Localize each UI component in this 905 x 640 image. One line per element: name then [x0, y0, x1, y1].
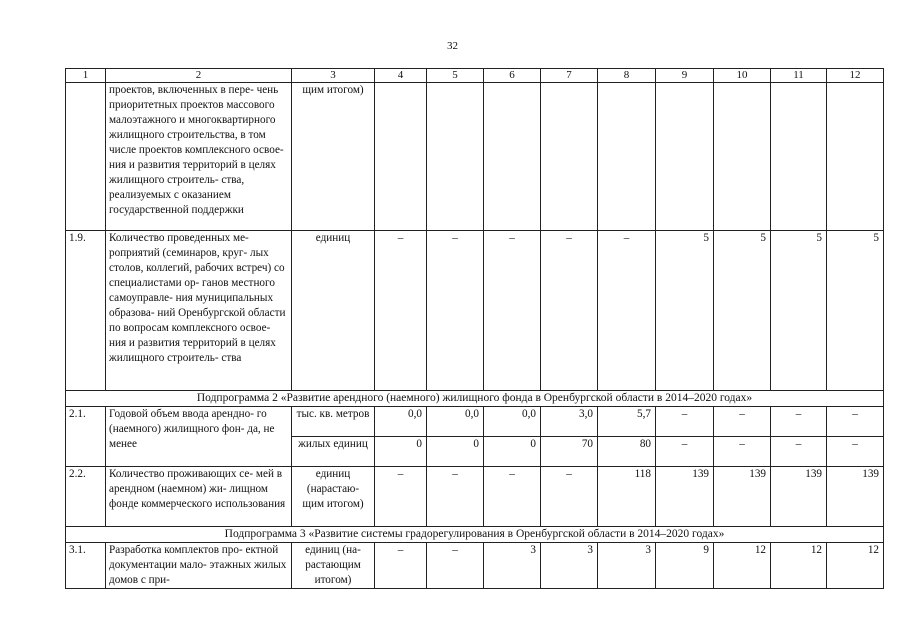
- col-num: 11: [771, 69, 827, 83]
- value-cell: –: [541, 467, 598, 527]
- value-cell: –: [375, 467, 427, 527]
- value-cell: 5: [656, 231, 714, 391]
- value-cell: 80: [598, 437, 656, 467]
- value-cell: 3: [541, 543, 598, 589]
- value-cell: 139: [656, 467, 714, 527]
- unit: щим итогом): [292, 83, 375, 231]
- value-cell: 0: [484, 437, 541, 467]
- unit: тыс. кв. метров: [292, 407, 375, 437]
- value-cell: 3: [484, 543, 541, 589]
- value-cell: 0,0: [427, 407, 484, 437]
- column-number-row: [66, 69, 884, 83]
- subprogram-title: Подпрограмма 2 «Развитие арендного (наемного) жилищного фонда в Оренбургской области в 2014–2020 годах»: [66, 391, 884, 407]
- subprogram-title: Подпрограмма 3 «Развитие системы градорегулирования в Оренбургской области в 2014–2020 годах»: [66, 527, 884, 543]
- col-num: 3: [292, 69, 375, 83]
- value-cell: 12: [714, 543, 771, 589]
- value-cell: –: [827, 407, 884, 437]
- value-cell: –: [656, 437, 714, 467]
- value-cell: 3: [598, 543, 656, 589]
- table-row-3-1: [66, 543, 884, 589]
- col-num: 1: [66, 69, 106, 83]
- unit: единиц (на- растающим итогом): [292, 543, 375, 589]
- value-cell: –: [427, 467, 484, 527]
- row-number: 3.1.: [66, 543, 106, 589]
- value-cell: 3,0: [541, 407, 598, 437]
- value-cell: –: [771, 437, 827, 467]
- subprogram-2-header: [66, 391, 884, 407]
- col-num: 12: [827, 69, 884, 83]
- value-cell: 139: [714, 467, 771, 527]
- col-num: 2: [106, 69, 292, 83]
- value-cell: 5: [827, 231, 884, 391]
- col-num: 6: [484, 69, 541, 83]
- row-number: 2.2.: [66, 467, 106, 527]
- col-num: 5: [427, 69, 484, 83]
- table-row-2-1a: [66, 407, 884, 437]
- indicator-name: проектов, включенных в пере- чень приоритетных проектов массового малоэтажного и многоквартирного жилищного строительства, в том числе проектов комплексного освое- ния и развития территорий в целях жилищного строитель- ства, реализуемых с оказанием государственной поддержки: [106, 83, 292, 231]
- indicator-name: Разработка комплектов про- ектной документации мало- этажных жилых домов с при-: [106, 543, 292, 589]
- value-cell: –: [771, 407, 827, 437]
- col-num: 4: [375, 69, 427, 83]
- table-row-continuation: [66, 83, 884, 231]
- value-cell: –: [427, 231, 484, 391]
- value-cell: 5: [714, 231, 771, 391]
- value-cell: 139: [827, 467, 884, 527]
- value-cell: 0,0: [375, 407, 427, 437]
- value-cell: –: [375, 231, 427, 391]
- value-cell: –: [656, 407, 714, 437]
- row-number: 1.9.: [66, 231, 106, 391]
- col-num: 7: [541, 69, 598, 83]
- col-num: 10: [714, 69, 771, 83]
- unit: жилых единиц: [292, 437, 375, 467]
- value-cell: 12: [827, 543, 884, 589]
- value-cell: 12: [771, 543, 827, 589]
- value-cell: 5: [771, 231, 827, 391]
- page-number: 32: [447, 40, 458, 52]
- table-row-1-9: [66, 231, 884, 391]
- col-num: 9: [656, 69, 714, 83]
- row-number: 2.1.: [66, 407, 106, 467]
- value-cell: –: [427, 543, 484, 589]
- col-num: 8: [598, 69, 656, 83]
- row-number: [66, 83, 106, 231]
- indicator-name: Количество проведенных ме- роприятий (семинаров, круг- лых столов, коллегий, рабочих встреч) со специалистами ор- ганов местного самоуправле- ния муниципальных образова- ний Оренбургской области по вопросам комплексного освое- ния и развития территорий в целях жилищного строитель- ства: [106, 231, 292, 391]
- value-cell: 118: [598, 467, 656, 527]
- value-cell: 0,0: [484, 407, 541, 437]
- value-cell: 139: [771, 467, 827, 527]
- unit: единиц: [292, 231, 375, 391]
- value-cell: –: [827, 437, 884, 467]
- value-cell: –: [541, 231, 598, 391]
- value-cell: 9: [656, 543, 714, 589]
- value-cell: –: [375, 543, 427, 589]
- value-cell: 5,7: [598, 407, 656, 437]
- value-cell: –: [484, 231, 541, 391]
- indicator-name: Годовой объем ввода арендно- го (наемного) жилищного фон- да, не менее: [106, 407, 292, 467]
- value-cell: –: [598, 231, 656, 391]
- value-cell: 0: [427, 437, 484, 467]
- subprogram-3-header: [66, 527, 884, 543]
- table-row-2-2: [66, 467, 884, 527]
- value-cell: –: [484, 467, 541, 527]
- unit: единиц (нарастаю- щим итогом): [292, 467, 375, 527]
- indicator-name: Количество проживающих се- мей в арендном (наемном) жи- лищном фонде коммерческого использования: [106, 467, 292, 527]
- value-cell: –: [714, 437, 771, 467]
- value-cell: 70: [541, 437, 598, 467]
- value-cell: 0: [375, 437, 427, 467]
- value-cell: –: [714, 407, 771, 437]
- indicators-table: [65, 68, 884, 589]
